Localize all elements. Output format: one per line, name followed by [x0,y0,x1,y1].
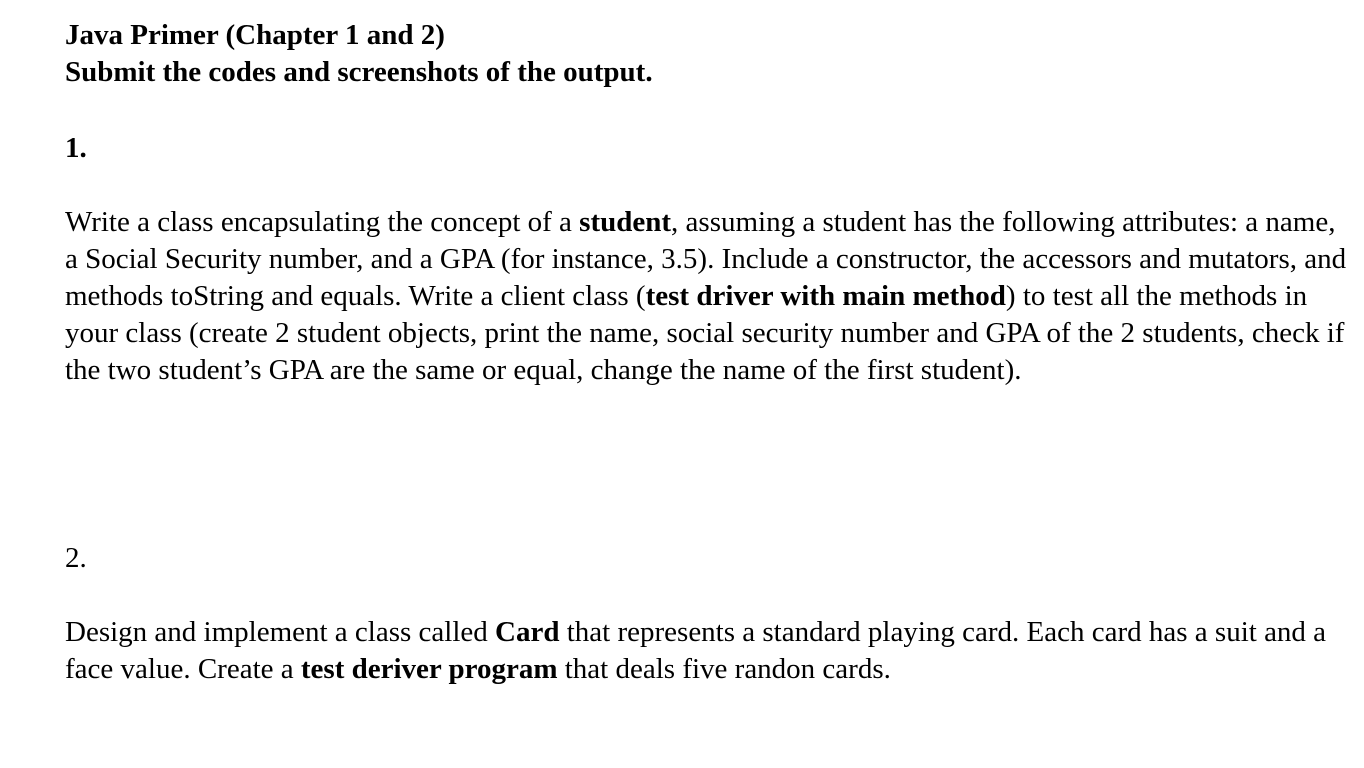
question-2-text [65,614,1355,688]
question-1-text [65,204,1355,389]
question-2-segment: that deals five randon cards. [557,653,891,685]
question-1-segment: ) to test all the methods in your class (create 2 student objects, print the name, social security number and GPA of the 2 students, check if the two student’s GPA are the same or equal, change the name of the first student). [65,280,1345,386]
question-2-segment: Design and implement a class called [65,616,496,648]
document-title: Java Primer (Chapter 1 and 2) [65,19,445,51]
question-2-number: 2. [65,542,87,574]
question-1-segment: , assuming a student has the following attributes: a name, a Social Security number, and a GPA (for instance, 3.5). Include a constructor, the accessors and mutators, and methods toString and equals. Write a client class ( [65,206,1347,312]
question-1-keyword-test-driver: test driver with main method [645,280,1006,312]
question-1-number: 1. [65,132,87,164]
document-instruction: Submit the codes and screenshots of the output. [65,56,653,88]
question-1-keyword-student: student [579,206,672,238]
question-2-segment: that represents a standard playing card. Each card has a suit and a face value. Create a [65,616,1327,685]
document-page [65,17,1355,685]
question-2-keyword-test-program: test deriver program [300,653,558,685]
question-2-keyword-card: Card [495,616,560,648]
question-1-segment: Write a class encapsulating the concept of a [65,206,580,238]
